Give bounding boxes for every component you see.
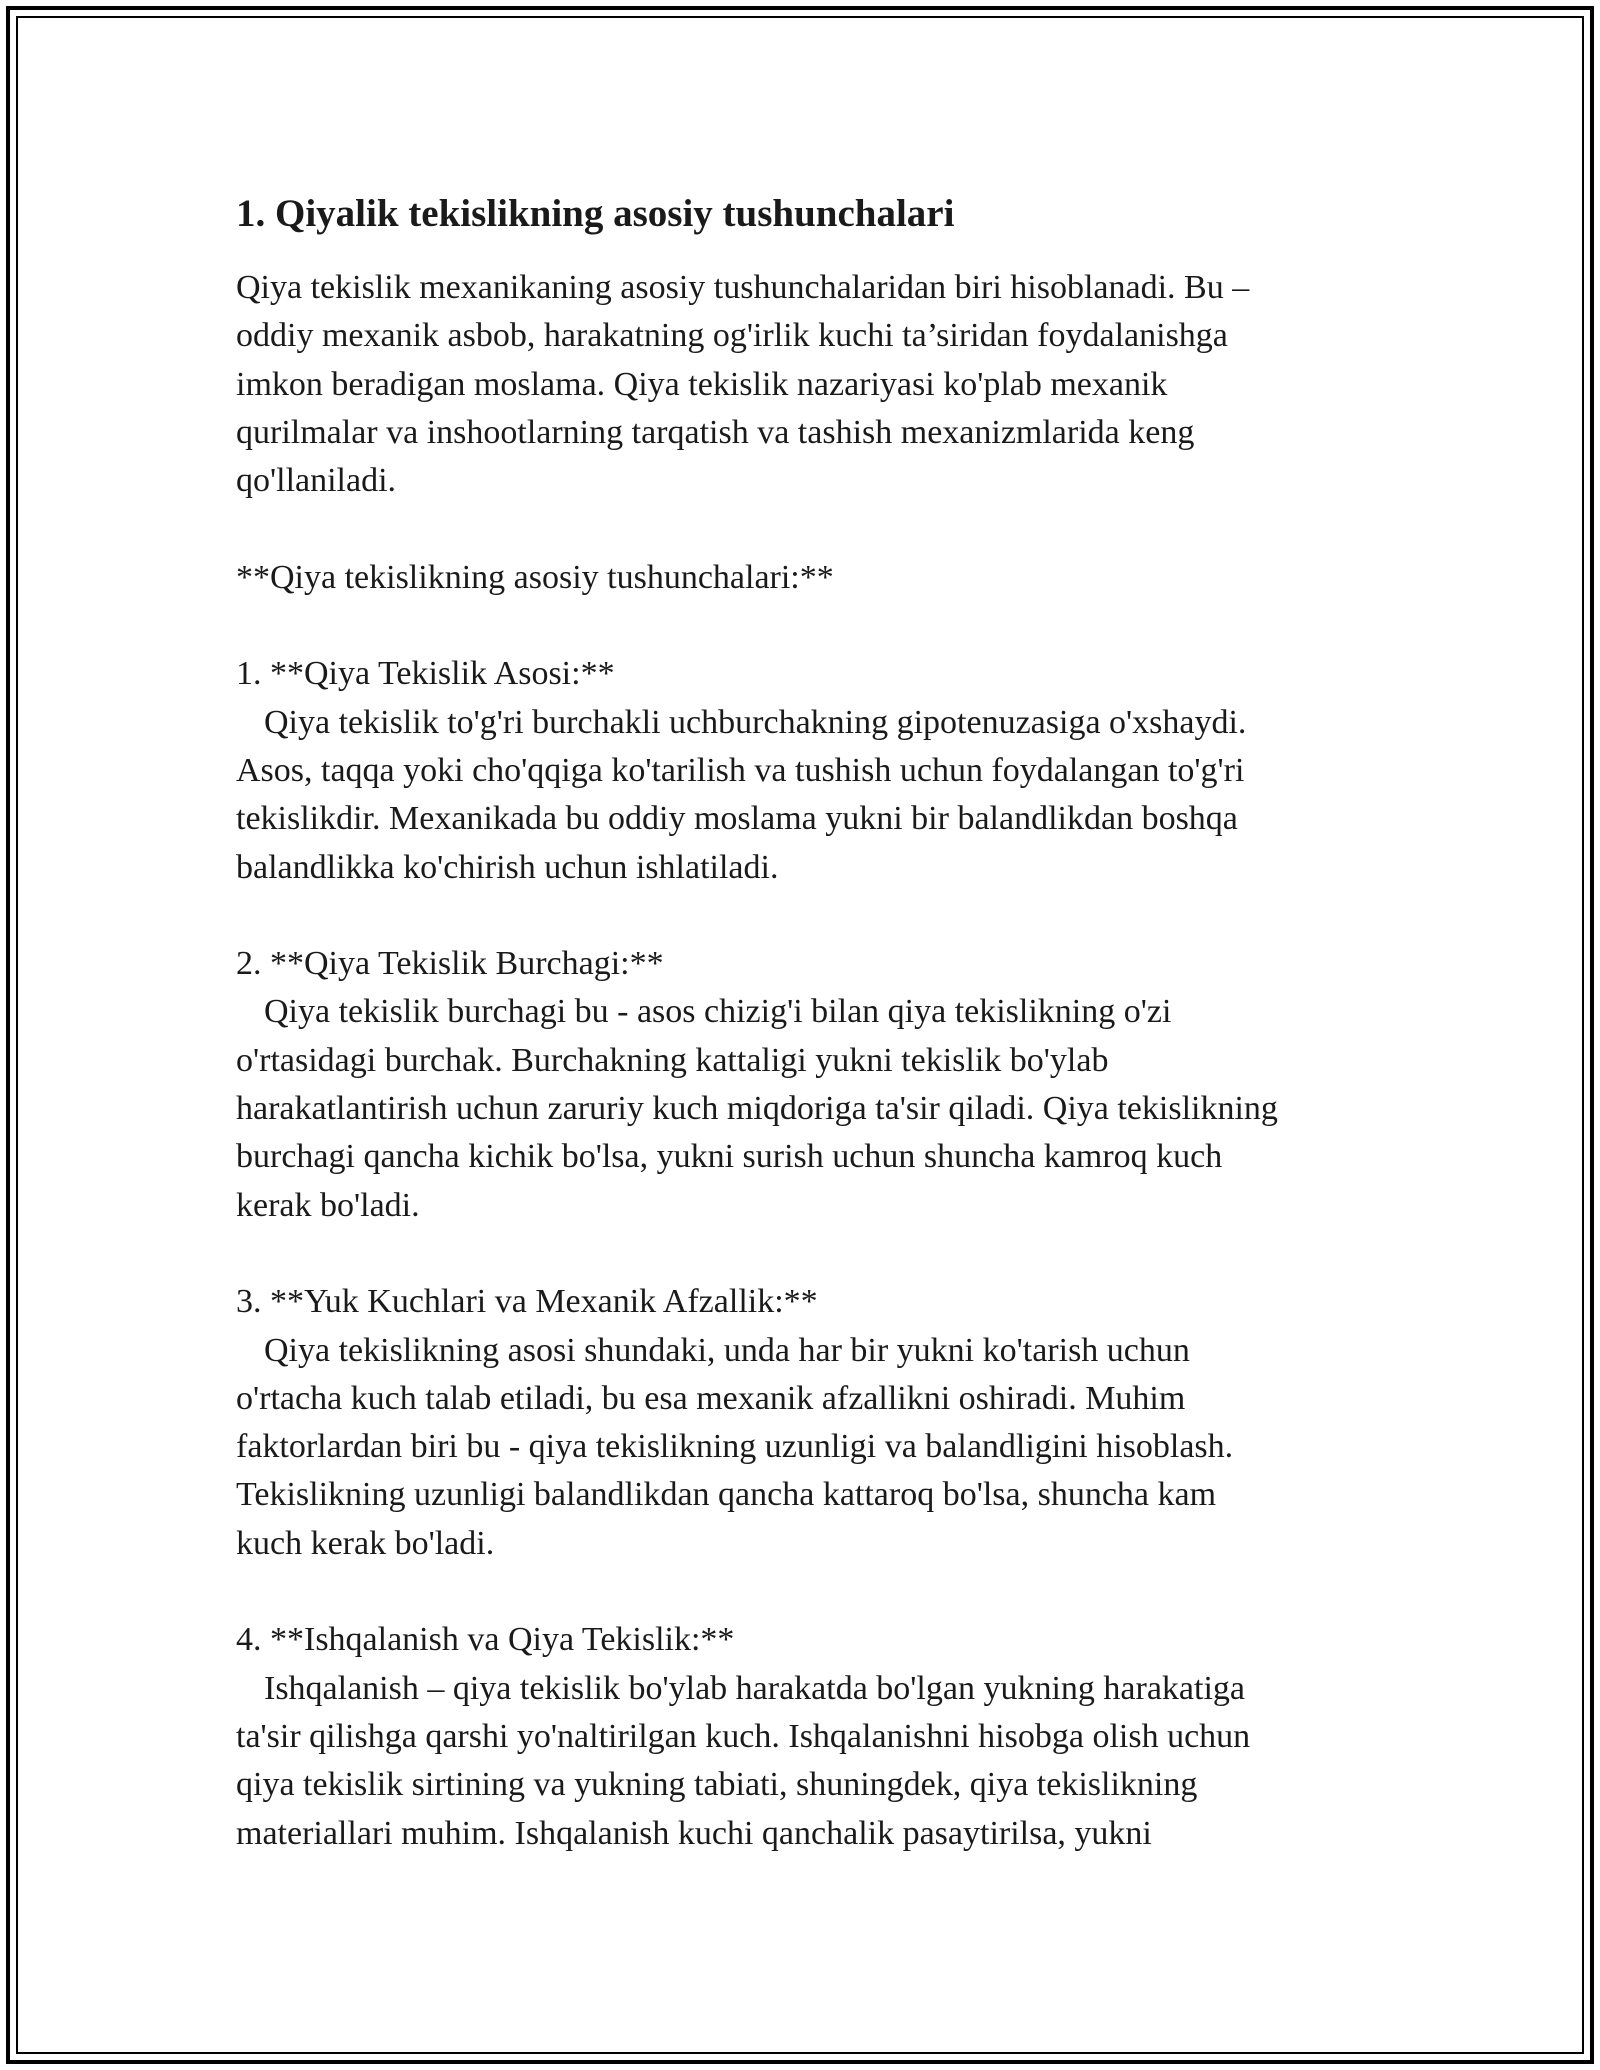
item-line: kuch kerak bo'ladi. xyxy=(236,1524,495,1562)
item-line: Qiya tekislik to'g'ri burchakli uchburchakning gipotenuzasiga o'xshaydi. xyxy=(264,703,1247,741)
item-line: ta'sir qilishga qarshi yo'naltirilgan kuch. Ishqalanishni hisobga olish uchun xyxy=(236,1717,1251,1755)
item-line: faktorlardan biri bu - qiya tekislikning uzunligi va balandligini hisoblash. xyxy=(236,1428,1234,1466)
list-item xyxy=(236,650,1396,891)
section-heading: **Qiya tekislikning asosiy tushunchalari:** xyxy=(236,558,834,596)
item-line: o'rtacha kuch talab etiladi, bu esa mexanik afzallikni oshiradi. Muhim xyxy=(236,1379,1186,1417)
spacer xyxy=(236,1230,1396,1278)
document-page xyxy=(236,186,1396,1858)
item-line: Ishqalanish – qiya tekislik bo'ylab harakatda bo'lgan yukning harakatiga xyxy=(264,1669,1245,1707)
item-line: o'rtasidagi burchak. Burchakning kattaligi yukni tekislik bo'ylab xyxy=(236,1041,1109,1079)
document-title: 1. Qiyalik tekislikning asosiy tushunchalari xyxy=(236,192,955,235)
list-item xyxy=(236,1278,1396,1568)
item-line: Qiya tekislikning asosi shundaki, unda har bir yukni ko'tarish uchun xyxy=(264,1331,1190,1369)
intro-line: imkon beradigan moslama. Qiya tekislik nazariyasi ko'plab mexanik xyxy=(236,365,1168,403)
item-heading: 2. **Qiya Tekislik Burchagi:** xyxy=(236,945,664,983)
item-heading: 4. **Ishqalanish va Qiya Tekislik:** xyxy=(236,1621,735,1659)
item-line: Asos, taqqa yoki cho'qqiga ko'tarilish va tushish uchun foydalangan to'g'ri xyxy=(236,751,1245,789)
item-line: Tekislikning uzunligi balandlikdan qancha kattaroq bo'lsa, shuncha kam xyxy=(236,1476,1217,1514)
item-line: harakatlantirish uchun zaruriy kuch miqdoriga ta'sir qiladi. Qiya tekislikning xyxy=(236,1090,1278,1128)
item-line: materiallari muhim. Ishqalanish kuchi qanchalik pasaytirilsa, yukni xyxy=(236,1814,1152,1852)
intro-line: oddiy mexanik asbob, harakatning og'irlik kuchi ta’siridan foydalanishga xyxy=(236,317,1228,355)
item-line: Qiya tekislik burchagi bu - asos chizig'i bilan qiya tekislikning o'zi xyxy=(264,993,1172,1031)
spacer xyxy=(236,892,1396,940)
intro-line: Qiya tekislik mexanikaning asosiy tushunchalaridan biri hisoblanadi. Bu – xyxy=(236,269,1250,306)
item-heading: 3. **Yuk Kuchlari va Mexanik Afzallik:** xyxy=(236,1283,818,1321)
item-line: burchagi qancha kichik bo'lsa, yukni surish uchun shuncha kamroq kuch xyxy=(236,1138,1223,1176)
list-item xyxy=(236,940,1396,1230)
list-item xyxy=(236,1616,1396,1857)
item-line: balandlikka ko'chirish uchun ishlatiladi. xyxy=(236,848,779,886)
intro-line: qurilmalar va inshootlarning tarqatish va tashish mexanizmlarida keng xyxy=(236,413,1195,451)
item-line: qiya tekislik sirtining va yukning tabiati, shuningdek, qiya tekislikning xyxy=(236,1766,1198,1804)
item-heading: 1. **Qiya Tekislik Asosi:** xyxy=(236,655,615,693)
item-line: kerak bo'ladi. xyxy=(236,1186,420,1224)
spacer xyxy=(236,505,1396,553)
item-line: tekislikdir. Mexanikada bu oddiy moslama yukni bir balandlikdan boshqa xyxy=(236,800,1238,838)
intro-paragraph xyxy=(236,264,1396,505)
spacer xyxy=(236,1568,1396,1616)
intro-line: qo'llaniladi. xyxy=(236,462,397,500)
spacer xyxy=(236,602,1396,650)
